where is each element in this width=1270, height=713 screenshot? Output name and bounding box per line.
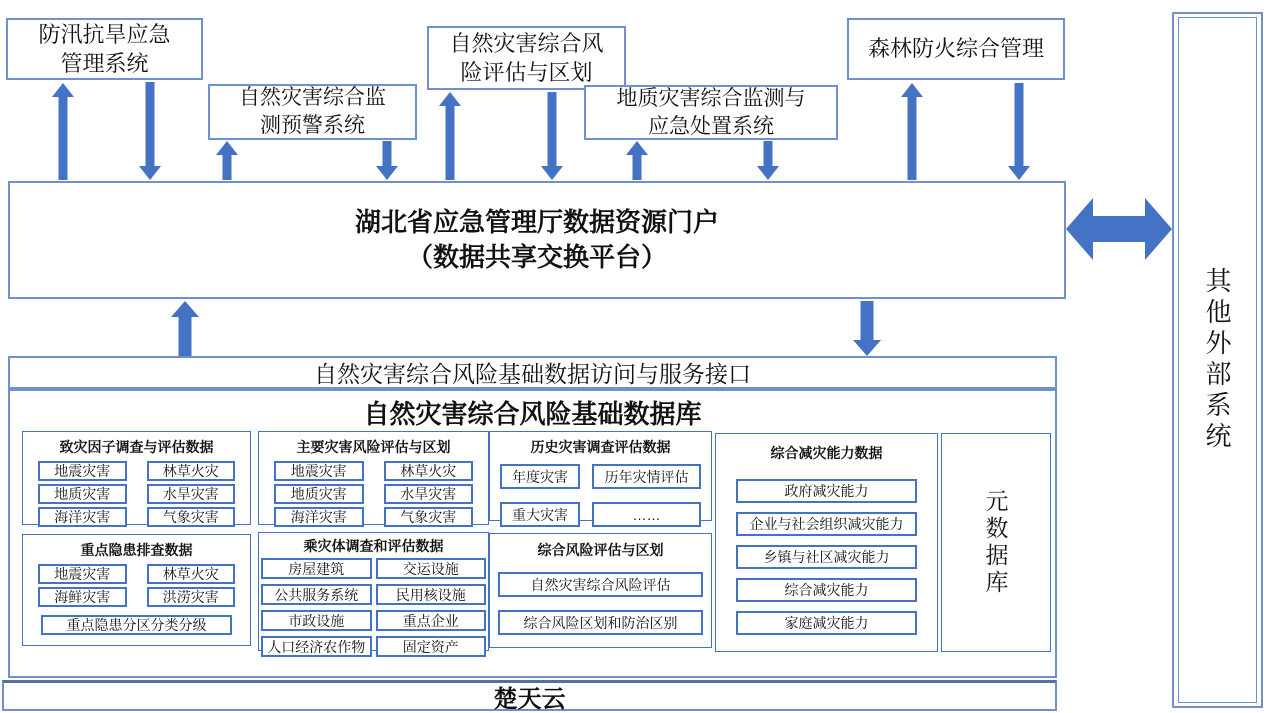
data-item: 海鲜灾害	[38, 587, 127, 607]
data-item: 地质灾害	[38, 484, 127, 504]
data-item: 综合风险区划和防治区别	[498, 610, 703, 635]
group-title: 致灾因子调查与评估数据	[59, 439, 214, 455]
data-item: 重大灾害	[500, 502, 580, 527]
data-item: 气象灾害	[384, 507, 474, 527]
group-title: 综合风险评估与区划	[537, 542, 664, 558]
data-item: 家庭减灾能力	[736, 611, 917, 635]
data-item: 地质灾害	[274, 484, 364, 504]
meta-database-label: 元数据库	[982, 488, 1009, 597]
group-title: 历史灾害调查评估数据	[530, 439, 671, 455]
data-item: 固定资产	[376, 636, 487, 657]
portal-box	[8, 181, 1066, 299]
group-history	[489, 431, 712, 521]
system-box-geo-disaster	[584, 85, 838, 140]
system-label: 防汛抗旱应急	[38, 21, 171, 47]
group-title: 重点隐患排查数据	[80, 542, 193, 558]
footer-label: 楚天云	[493, 685, 566, 713]
data-item: 海洋灾害	[38, 507, 127, 527]
group-title: 主要灾害风险评估与区划	[296, 439, 451, 455]
group-title: 乘灾体调查和评估数据	[303, 538, 444, 554]
data-item: 政府减灾能力	[736, 479, 917, 503]
system-label: 管理系统	[60, 51, 149, 76]
data-item: 水旱灾害	[384, 484, 474, 504]
data-item: 洪涝灾害	[147, 587, 236, 607]
system-label: 险评估与区划	[460, 60, 593, 85]
arrow-up-icon	[171, 301, 199, 356]
data-item: 地震灾害	[38, 461, 127, 481]
data-item: 公共服务系统	[261, 584, 372, 605]
system-box-flood-drought	[6, 18, 203, 80]
system-box-forest-fire	[847, 18, 1065, 80]
group-disaster-factor	[22, 431, 251, 525]
arrow-up-icon	[626, 141, 648, 180]
data-item: 民用核设施	[376, 584, 487, 605]
footer-bar	[2, 680, 1057, 711]
external-systems-label: 其他外部系统	[1202, 267, 1232, 453]
interface-label: 自然灾害综合风险基础数据访问与服务接口	[314, 361, 751, 387]
arrow-down-icon	[757, 141, 779, 180]
external-systems-inner-frame	[1178, 17, 1257, 703]
data-item: 综合减灾能力	[736, 578, 917, 602]
portal-title: 湖北省应急管理厅数据资源门户	[354, 206, 719, 237]
data-item: 房屋建筑	[261, 558, 372, 579]
system-label: 自然灾害综合监	[239, 86, 386, 110]
group-exposure	[258, 532, 489, 655]
data-item: 地震灾害	[274, 461, 364, 481]
arrow-up-icon	[439, 92, 461, 180]
data-item: 重点隐患分区分类分级	[41, 615, 232, 635]
group-comprehensive-risk	[489, 533, 712, 648]
arrow-up-icon	[216, 141, 238, 180]
system-label: 地质灾害综合监测与	[616, 86, 806, 110]
arrow-up-icon	[901, 83, 923, 180]
data-item: 地震灾害	[38, 564, 127, 584]
system-box-risk-assessment	[427, 26, 626, 90]
data-item: 市政设施	[261, 610, 372, 631]
arrow-bidirectional-icon	[1066, 198, 1172, 260]
system-label: 森林防火综合管理	[867, 36, 1044, 62]
data-item: 年度灾害	[500, 464, 580, 489]
data-item: 乡镇与社区减灾能力	[736, 545, 917, 569]
meta-database-box	[941, 433, 1051, 652]
arrow-down-icon	[139, 82, 161, 180]
data-item: 自然灾害综合风险评估	[498, 572, 703, 597]
external-systems-box	[1172, 12, 1263, 708]
data-item: 人口经济农作物	[261, 636, 372, 657]
data-item: 水旱灾害	[147, 484, 236, 504]
system-box-monitor-warning	[208, 84, 417, 140]
data-item: 企业与社会组织减灾能力	[736, 512, 917, 536]
system-label: 自然灾害综合风	[449, 30, 604, 56]
data-item: 林草火灾	[147, 461, 236, 481]
system-label: 应急处置系统	[648, 114, 774, 138]
data-item: 交运设施	[376, 558, 487, 579]
arrow-down-icon	[1008, 83, 1030, 180]
system-label: 测预警系统	[260, 114, 365, 137]
data-item: 气象灾害	[147, 507, 236, 527]
data-item: 重点企业	[376, 610, 487, 631]
arrow-down-icon	[853, 301, 881, 356]
group-mitigation-capacity	[715, 433, 938, 652]
database-title: 自然灾害综合风险基础数据库	[363, 398, 702, 429]
data-item: 海洋灾害	[274, 507, 364, 527]
group-title: 综合减灾能力数据	[770, 445, 883, 461]
group-hidden-danger	[22, 534, 251, 646]
arrow-up-icon	[52, 83, 74, 180]
portal-subtitle: （数据共享交换平台）	[406, 242, 667, 272]
arrow-down-icon	[541, 92, 563, 180]
data-item: ……	[592, 502, 701, 527]
group-major-risk	[258, 431, 489, 525]
interface-bar	[8, 356, 1057, 389]
data-item: 历年灾情评估	[592, 464, 701, 489]
arrow-down-icon	[376, 141, 398, 180]
data-item: 林草火灾	[147, 564, 236, 584]
data-item: 林草火灾	[384, 461, 474, 481]
